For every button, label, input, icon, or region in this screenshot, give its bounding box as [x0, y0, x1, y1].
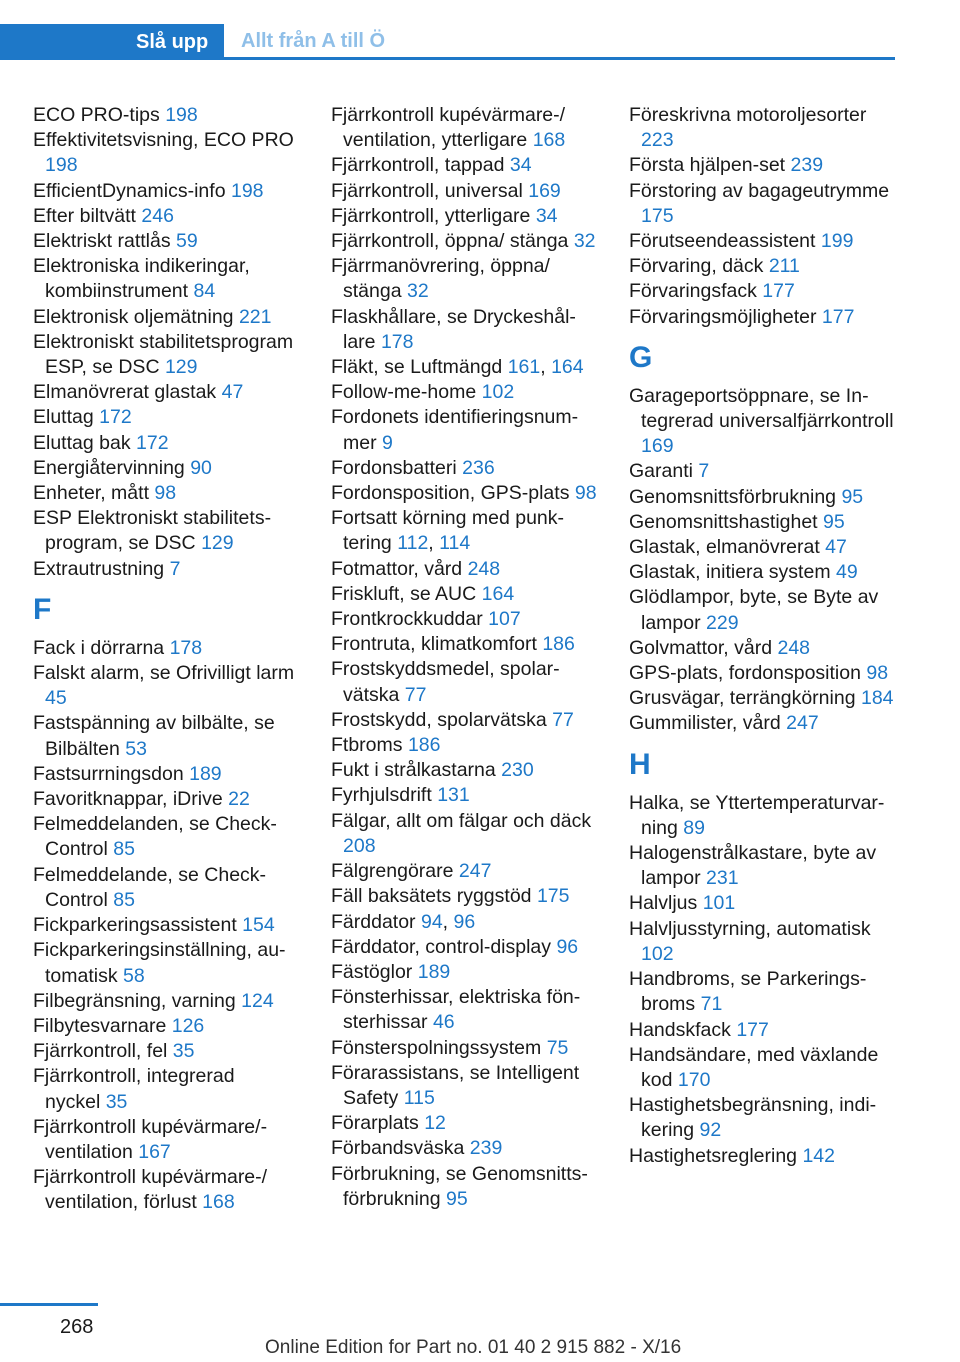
index-term: Fjärrkontroll kupévärmare-/ ventilation, ytterligare [331, 104, 566, 152]
index-column-1 [33, 103, 295, 1216]
index-entry [331, 103, 597, 153]
index-term: Fjärrkontroll kupévärmare-/ ventilation, förlust [33, 1166, 268, 1214]
index-term: Fordonsposition, GPS-plats [331, 482, 570, 505]
index-term: Fjärrkontroll, integrerad nyckel [33, 1065, 235, 1113]
index-term: Halvljusstyrning, automatisk [629, 917, 871, 940]
index-term: Elektronisk oljemätning [33, 305, 234, 328]
index-entry [629, 791, 895, 841]
page-link[interactable]: 35 [172, 1040, 195, 1063]
index-entry [629, 305, 895, 330]
top-navigation [0, 24, 895, 60]
index-term: Förbandsväska [331, 1137, 465, 1160]
index-entry [629, 841, 895, 891]
index-entry [629, 485, 895, 510]
index-entry [33, 305, 295, 330]
page-link[interactable]: 34 [535, 204, 558, 227]
index-entry [33, 762, 295, 787]
index-entry [331, 809, 597, 859]
page-link[interactable]: 12 [424, 1112, 446, 1135]
index-term: Förstoring av bagageutrymme [629, 179, 890, 202]
index-entry [331, 1136, 597, 1161]
page-link[interactable]: 167 [138, 1140, 171, 1163]
page-link[interactable]: 98 [154, 482, 177, 505]
index-term: Fönsterhissar, elektriska fönsterhissar [331, 986, 581, 1034]
index-entry [33, 989, 295, 1014]
page-link[interactable]: 53 [125, 737, 147, 760]
index-entry [331, 632, 597, 657]
index-term: Glastak, elmanövrerat [629, 536, 820, 559]
page-link[interactable]: 59 [176, 230, 198, 253]
index-term: Fläkt, se Luftmängd [331, 356, 503, 379]
index-term: Golvmattor, vård [629, 636, 773, 659]
index-term: Förvaringsfack [629, 280, 757, 303]
index-term: Favoritknappar, iDrive [33, 788, 223, 811]
page-link[interactable]: 102 [641, 942, 674, 965]
index-term: Förvaringsmöjligheter [629, 305, 817, 328]
page-link[interactable]: 92 [699, 1119, 722, 1142]
index-entry [33, 812, 295, 862]
index-entry [331, 380, 597, 405]
index-term: Frontkrockkuddar [331, 608, 483, 631]
page-link[interactable]: 198 [45, 154, 78, 177]
index-term: Förutseendeassistent [629, 230, 816, 253]
index-entry [331, 657, 597, 707]
index-term: Halka, se Yttertemperaturvarning [629, 791, 885, 839]
page-link[interactable]: 101 [702, 892, 736, 915]
edition-footer: Online Edition for Part no. 01 40 2 915 882 - X/16 [265, 1337, 682, 1358]
index-entry [331, 204, 597, 229]
page-link[interactable]: 34 [509, 154, 532, 177]
index-term: Fjärrmanövrering, öppna/ stänga [331, 255, 550, 303]
index-entry [629, 585, 895, 635]
index-entry [33, 506, 295, 556]
index-term: Halvljus [629, 892, 698, 915]
index-entry [629, 384, 895, 460]
index-entry [331, 783, 597, 808]
index-term: Första hjälpen-set [629, 154, 786, 177]
page-link[interactable]: 142 [802, 1144, 835, 1167]
page-link[interactable]: 58 [123, 964, 145, 987]
page-link[interactable]: 211 [768, 255, 800, 278]
index-entry: Färddator 94, 96 [331, 910, 476, 933]
index-entry [629, 254, 895, 279]
index-term: EfficientDynamics-info [33, 179, 226, 202]
page-link[interactable]: 98 [866, 662, 889, 685]
index-entry [33, 1039, 295, 1064]
page-link[interactable]: 246 [141, 204, 174, 227]
page-link[interactable]: 126 [171, 1014, 205, 1037]
index-entry [629, 179, 895, 229]
page-link[interactable]: 248 [777, 636, 811, 659]
index-entry [629, 1093, 895, 1143]
index-term: Förarassistans, se Intelligent Safety [331, 1061, 580, 1109]
index-entry: Fortsatt körning med punktering 112, 114 [331, 507, 565, 555]
index-term: Garanti [629, 460, 693, 483]
index-term: Fukt i strålkastarna [331, 759, 496, 782]
page-link[interactable]: 175 [536, 885, 570, 908]
index-term: Fjärrkontroll, öppna/ stänga [331, 230, 569, 253]
index-term: Genomsnittshastighet [629, 510, 818, 533]
index-term: Eluttag [33, 406, 94, 429]
index-term: Energiåtervinning [33, 456, 185, 479]
section-letter: H [629, 747, 651, 781]
index-term: Fastspänning av bilbälte, se Bilbälten [33, 712, 275, 760]
index-entry [331, 607, 597, 632]
index-entry [33, 481, 295, 506]
index-term: Fjärrkontroll kupévärmare/-ventilation [33, 1115, 268, 1163]
page-link[interactable]: 95 [841, 485, 864, 508]
index-term: ESP Elektroniskt stabilitetsprogram, se DSC [33, 507, 272, 555]
page-link[interactable]: 172 [99, 406, 132, 429]
page-link[interactable]: 90 [190, 456, 212, 479]
page-link[interactable]: 247 [458, 860, 492, 883]
page-link[interactable]: 49 [835, 561, 858, 584]
page-link[interactable]: 96 [453, 910, 476, 933]
page-link[interactable]: 164 [551, 356, 584, 379]
index-term: Frontruta, klimatkomfort [331, 633, 537, 656]
page-link[interactable]: 114 [439, 532, 471, 555]
header-rule [0, 57, 895, 60]
index-term: Handsändare, med växlande kod [629, 1043, 879, 1091]
page-link[interactable]: 22 [228, 788, 250, 811]
index-entry [331, 733, 597, 758]
page-link[interactable]: 229 [706, 611, 739, 634]
page-link[interactable]: 236 [462, 456, 495, 479]
index-term: Glödlampor, byte, se Byte av lampor [629, 586, 879, 634]
index-term: Fjärrkontroll, universal [331, 179, 523, 202]
index-column-3 [629, 103, 895, 1169]
index-term: Handbroms, se Parkeringsbroms [629, 968, 867, 1016]
index-entry [629, 711, 895, 736]
index-term: Felmeddelande, se Check-Control [33, 863, 267, 911]
index-entry [33, 179, 295, 204]
index-term: Fastsurrningsdon [33, 762, 184, 785]
index-entry [33, 330, 295, 380]
index-entry [629, 560, 895, 585]
page-link[interactable]: 85 [113, 838, 135, 861]
index-term: Hastighetsbegränsning, indikering [629, 1094, 877, 1142]
page-link[interactable]: 115 [403, 1086, 435, 1109]
index-term: Elektriskt rattlås [33, 230, 171, 253]
index-term: Friskluft, se AUC [331, 582, 477, 605]
index-term: Extrautrustning [33, 557, 165, 580]
index-entry [33, 1014, 295, 1039]
section-letter: F [33, 592, 52, 626]
page-link[interactable]: 95 [445, 1187, 468, 1210]
index-entry [33, 1165, 295, 1215]
index-term: Fortsatt körning med punktering [331, 507, 565, 555]
index-term: Fyrhjulsdrift [331, 784, 432, 807]
page-link[interactable]: 35 [105, 1090, 128, 1113]
index-entry [331, 153, 597, 178]
index-entry [33, 204, 295, 229]
page-link[interactable]: 189 [189, 762, 222, 785]
index-term: Elektroniskt stabilitetsprogram ESP, se DSC [33, 330, 294, 379]
page-link[interactable]: 96 [556, 935, 579, 958]
page-link[interactable]: 198 [165, 104, 198, 126]
page-link[interactable]: 177 [736, 1018, 769, 1041]
index-entry [33, 557, 295, 582]
page-link[interactable]: 107 [488, 608, 521, 631]
page-link[interactable]: 112 [397, 532, 429, 555]
index-term: Filbytesvarnare [33, 1014, 167, 1037]
index-entry: Fläkt, se Luftmängd 161, 164 [331, 356, 584, 379]
tab-sla-upp[interactable]: Slå upp [0, 24, 224, 60]
index-entry [33, 938, 295, 988]
page-link[interactable]: 186 [542, 633, 575, 656]
index-entry [331, 456, 597, 481]
index-entry [33, 456, 295, 481]
page-link[interactable]: 177 [821, 305, 855, 328]
index-entry [331, 960, 597, 985]
section-letter: G [629, 340, 653, 374]
index-entry [33, 863, 295, 913]
index-entry [629, 967, 895, 1017]
index-entry [33, 128, 295, 178]
index-term: Garageportsöppnare, se Integrerad universalfjärrkontroll [629, 384, 894, 433]
index-term: Fjärrkontroll, tappad [331, 154, 505, 177]
page-link[interactable]: 129 [164, 356, 198, 379]
page-link[interactable]: 198 [230, 179, 264, 202]
index-term: GPS-plats, fordonsposition [629, 662, 861, 685]
page-link[interactable]: 98 [574, 482, 597, 505]
index-entry [629, 535, 895, 560]
index-entry [629, 229, 895, 254]
index-term: Grusvägar, terrängkörning [629, 687, 856, 710]
index-entry [629, 661, 895, 686]
index-term: Fjärrkontroll, fel [33, 1040, 168, 1063]
index-column-2 [331, 103, 597, 1212]
index-term: Fästöglor [331, 960, 413, 983]
index-term: Halogenstrålkastare, byte av lampor [629, 842, 877, 890]
page-link[interactable]: 102 [481, 381, 515, 404]
index-term: Fack i dörrarna [33, 636, 165, 659]
index-term: Fickparkeringsinställning, automatisk [33, 939, 286, 987]
index-term: Follow-me-home [331, 381, 477, 404]
index-entry [331, 985, 597, 1035]
index-term: Gummilister, vård [629, 712, 781, 735]
page-link[interactable]: 77 [552, 708, 574, 731]
index-term: Eluttag bak [33, 431, 131, 454]
page-link[interactable]: 95 [823, 510, 845, 533]
index-entry [33, 711, 295, 761]
index-entry [33, 103, 295, 128]
index-term: Elmanövrerat glastak [33, 381, 217, 404]
index-entry [629, 1018, 895, 1043]
page-link[interactable]: 71 [700, 993, 723, 1016]
index-entry [33, 405, 295, 430]
index-entry [33, 229, 295, 254]
index-entry [33, 1115, 295, 1165]
page-link[interactable]: 208 [343, 834, 376, 857]
index-entry [629, 636, 895, 661]
index-term: Fälgar, allt om fälgar och däck [331, 809, 592, 832]
index-entry [331, 758, 597, 783]
page-link[interactable]: 230 [501, 759, 534, 782]
index-term: Elektroniska indikeringar, kombiinstrument [33, 255, 250, 303]
index-term: Färddator, control-display [331, 935, 552, 958]
index-entry [33, 254, 295, 304]
page-link[interactable]: 94 [420, 910, 443, 933]
page-link[interactable]: 32 [573, 230, 596, 253]
page-link[interactable]: 221 [238, 305, 272, 328]
index-term: Flaskhållare, se Dryckeshållare [331, 305, 576, 353]
page-link[interactable]: 85 [113, 888, 135, 911]
page-link[interactable]: 247 [786, 712, 819, 735]
page-link[interactable]: 199 [820, 230, 854, 253]
page-link[interactable]: 7 [169, 557, 181, 580]
index-entry [33, 431, 295, 456]
page-link[interactable]: 7 [698, 460, 710, 483]
index-term: Enheter, mått [33, 482, 149, 505]
page-link[interactable]: 239 [790, 154, 824, 177]
index-entry [629, 510, 895, 535]
page-link[interactable]: 168 [202, 1191, 235, 1214]
page-link[interactable]: 89 [683, 816, 705, 839]
index-term: Ftbroms [331, 734, 403, 757]
page-link[interactable]: 168 [532, 129, 566, 152]
index-term: Förvaring, däck [629, 255, 764, 278]
index-entry [33, 787, 295, 812]
index-term: Genomsnittsförbrukning [629, 485, 837, 508]
index-entry [331, 557, 597, 582]
index-term: ECO PRO-tips [33, 104, 160, 126]
index-term: Föreskrivna motoroljesorter [629, 104, 867, 126]
index-entry [331, 305, 597, 355]
index-term: Glastak, initiera system [629, 561, 831, 584]
index-term: Fotmattor, vård [331, 557, 463, 580]
page-link[interactable]: 184 [860, 687, 894, 710]
page-link[interactable]: 248 [467, 557, 501, 580]
index-term: Frostskyddsmedel, spolarvätska [331, 658, 560, 706]
page-link[interactable]: 231 [706, 867, 739, 890]
index-entry [331, 935, 597, 960]
index-entry [629, 891, 895, 916]
page-link[interactable]: 129 [201, 532, 234, 555]
page-link[interactable]: 169 [641, 435, 674, 458]
index-term: Fjärrkontroll, ytterligare [331, 204, 531, 227]
index-term: Filbegränsning, varning [33, 989, 236, 1012]
page-link[interactable]: 189 [417, 960, 451, 983]
page-link[interactable]: 154 [242, 914, 275, 937]
index-term: Fälgrengörare [331, 860, 454, 883]
index-term: Fönsterspolningssystem [331, 1036, 542, 1059]
page-link[interactable]: 47 [221, 381, 244, 404]
page-number: 268 [60, 1316, 94, 1338]
page-link[interactable]: 75 [546, 1036, 569, 1059]
index-term: Felmeddelanden, se Check-Control [33, 813, 277, 861]
index-entry [331, 1162, 597, 1212]
page-link[interactable]: 169 [528, 179, 561, 202]
index-term: Falskt alarm, se Ofrivilligt larm [33, 662, 295, 685]
page-link[interactable]: 9 [382, 431, 393, 454]
page-link[interactable]: 45 [45, 687, 67, 710]
index-term: Fordonsbatteri [331, 456, 457, 479]
page-link[interactable]: 239 [469, 1137, 503, 1160]
index-entry [331, 859, 597, 884]
page-link[interactable]: 186 [407, 734, 441, 757]
index-term: Färddator [331, 910, 416, 933]
index-entry [629, 279, 895, 304]
index-entry [33, 636, 295, 661]
index-entry [331, 1036, 597, 1061]
page-link[interactable]: 84 [193, 280, 216, 303]
index-entry [33, 913, 295, 938]
index-entry [331, 481, 597, 506]
page-link[interactable]: 223 [641, 129, 674, 152]
page-link[interactable]: 47 [825, 536, 847, 559]
index-entry [629, 459, 895, 484]
tab-allt-fran-a-till-o[interactable]: Allt från A till Ö [241, 30, 386, 52]
page-link[interactable]: 178 [380, 330, 414, 353]
index-term: Effektivitetsvisning, ECO PRO [33, 129, 294, 152]
index-entry [33, 1064, 295, 1114]
index-term: Fäll baksätets ryggstöd [331, 885, 532, 908]
index-entry [331, 1061, 597, 1111]
index-entry [331, 1111, 597, 1136]
index-entry [629, 917, 895, 967]
index-entry [331, 254, 597, 304]
page-link[interactable]: 161 [507, 356, 541, 379]
index-term: Förbrukning, se Genomsnittsförbrukning [331, 1162, 588, 1210]
index-entry [331, 229, 597, 254]
page-link[interactable]: 46 [432, 1011, 455, 1034]
index-entry [629, 1144, 895, 1169]
page-link[interactable]: 124 [241, 989, 274, 1012]
page-link[interactable]: 164 [481, 582, 515, 605]
footer-rule [0, 1303, 98, 1306]
index-term: Förarplats [331, 1112, 419, 1135]
index-entry [629, 1043, 895, 1093]
index-entry [629, 153, 895, 178]
index-entry [629, 686, 895, 711]
page-link[interactable]: 175 [641, 204, 674, 227]
index-term: Fickparkeringsassistent [33, 914, 237, 937]
index-term: Efter biltvätt [33, 204, 136, 227]
page-link[interactable]: 178 [169, 636, 203, 659]
index-entry [33, 661, 295, 711]
index-entry [331, 179, 597, 204]
page-link[interactable]: 32 [406, 280, 429, 303]
index-term: Frostskydd, spolarvätska [331, 708, 547, 731]
page-link[interactable]: 177 [762, 280, 795, 303]
index-entry [33, 380, 295, 405]
index-entry [629, 103, 895, 153]
page-link[interactable]: 77 [404, 683, 427, 706]
index-entry [331, 708, 597, 733]
page-link[interactable]: 172 [136, 431, 169, 454]
page-link[interactable]: 131 [437, 784, 470, 807]
index-entry [331, 884, 597, 909]
index-entry [331, 582, 597, 607]
index-entry [331, 405, 597, 455]
index-term: Handskfack [629, 1018, 731, 1041]
index-term: Hastighetsreglering [629, 1144, 798, 1167]
page-link[interactable]: 170 [677, 1068, 711, 1091]
index-term: Fordonets identifieringsnummer [331, 406, 579, 454]
